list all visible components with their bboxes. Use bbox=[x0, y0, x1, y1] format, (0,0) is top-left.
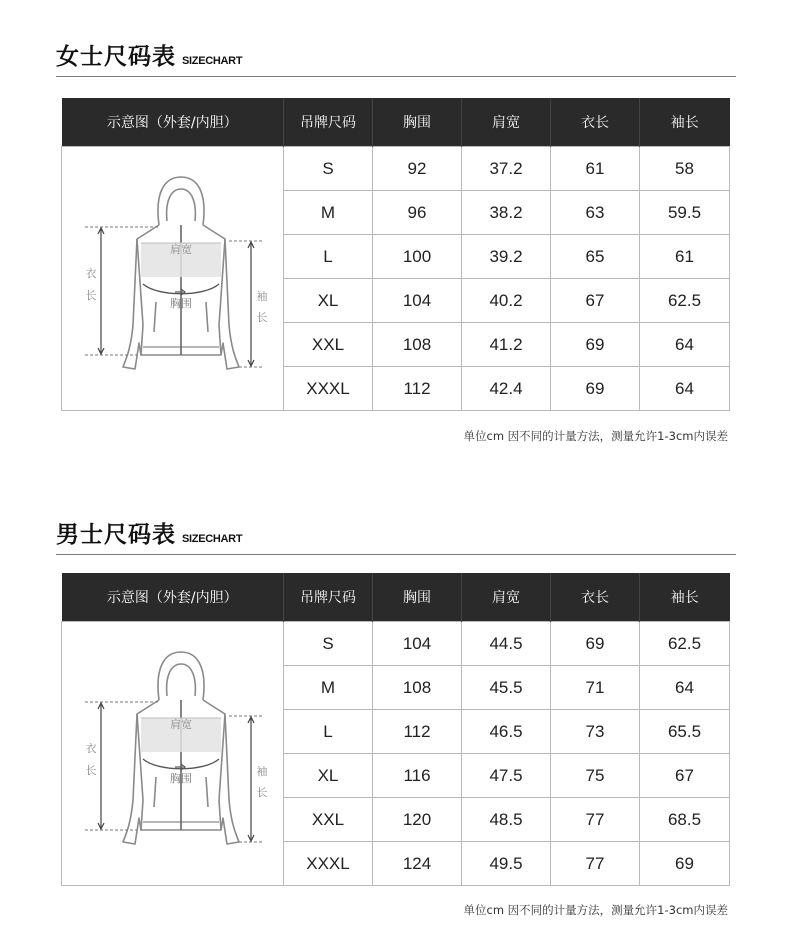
cell-length: 61 bbox=[551, 147, 640, 191]
women-title-cn: 女士尺码表 bbox=[56, 44, 176, 70]
men-title-en: SIZECHART bbox=[182, 533, 243, 545]
cell-sleeve: 61 bbox=[640, 235, 730, 279]
cell-size: XXXL bbox=[284, 367, 373, 411]
header-chest: 胸围 bbox=[373, 573, 462, 622]
table-header-row bbox=[62, 573, 730, 622]
cell-shoulder: 38.2 bbox=[462, 191, 551, 235]
cell-sleeve: 62.5 bbox=[640, 622, 730, 666]
cell-size: M bbox=[284, 191, 373, 235]
table-row bbox=[62, 147, 730, 191]
cell-sleeve: 64 bbox=[640, 666, 730, 710]
cell-chest: 108 bbox=[373, 666, 462, 710]
shoulder-label: 肩宽 bbox=[169, 718, 192, 731]
cell-shoulder: 44.5 bbox=[462, 622, 551, 666]
cell-size: XXL bbox=[284, 798, 373, 842]
cell-shoulder: 39.2 bbox=[462, 235, 551, 279]
cell-size: L bbox=[284, 710, 373, 754]
cell-size: XXXL bbox=[284, 842, 373, 886]
jacket-diagram-cell bbox=[62, 622, 284, 886]
chest-label: 胸围 bbox=[169, 297, 192, 310]
cell-length: 75 bbox=[551, 754, 640, 798]
women-divider bbox=[56, 76, 736, 77]
cell-shoulder: 47.5 bbox=[462, 754, 551, 798]
jacket-diagram bbox=[63, 147, 283, 405]
cell-size: XXL bbox=[284, 323, 373, 367]
cell-chest: 112 bbox=[373, 710, 462, 754]
sleeve-label-2: 长 bbox=[256, 786, 267, 799]
men-title bbox=[56, 516, 242, 556]
cell-chest: 112 bbox=[373, 367, 462, 411]
cell-size: L bbox=[284, 235, 373, 279]
cell-size: S bbox=[284, 622, 373, 666]
length-label-2: 长 bbox=[85, 289, 96, 302]
cell-length: 67 bbox=[551, 279, 640, 323]
header-diagram: 示意图（外套/内胆） bbox=[62, 573, 284, 622]
cell-length: 69 bbox=[551, 622, 640, 666]
cell-sleeve: 69 bbox=[640, 842, 730, 886]
jacket-diagram bbox=[63, 622, 283, 880]
cell-sleeve: 64 bbox=[640, 323, 730, 367]
men-size-table bbox=[61, 573, 730, 886]
cell-chest: 104 bbox=[373, 279, 462, 323]
right-pocket bbox=[206, 777, 208, 807]
cell-size: XL bbox=[284, 754, 373, 798]
hood-inner bbox=[166, 189, 195, 221]
cell-length: 69 bbox=[551, 367, 640, 411]
hood-outline bbox=[157, 652, 203, 700]
header-length: 衣长 bbox=[551, 573, 640, 622]
cell-length: 63 bbox=[551, 191, 640, 235]
header-size: 吊牌尺码 bbox=[284, 98, 373, 147]
cell-size: XL bbox=[284, 279, 373, 323]
men-divider bbox=[56, 554, 736, 555]
sleeve-label-1: 袖 bbox=[256, 765, 267, 778]
header-chest: 胸围 bbox=[373, 98, 462, 147]
cell-length: 73 bbox=[551, 710, 640, 754]
cell-chest: 96 bbox=[373, 191, 462, 235]
cell-sleeve: 64 bbox=[640, 367, 730, 411]
cell-length: 69 bbox=[551, 323, 640, 367]
table-header-row bbox=[62, 98, 730, 147]
length-label-2: 长 bbox=[85, 764, 96, 777]
cell-size: S bbox=[284, 147, 373, 191]
cell-chest: 100 bbox=[373, 235, 462, 279]
women-title bbox=[56, 38, 242, 78]
table-row bbox=[62, 622, 730, 666]
header-diagram: 示意图（外套/内胆） bbox=[62, 98, 284, 147]
women-measure-note: 单位cm 因不同的计量方法，测量允许1-3cm内误差 bbox=[463, 429, 728, 443]
cell-shoulder: 45.5 bbox=[462, 666, 551, 710]
cell-length: 77 bbox=[551, 842, 640, 886]
header-shoulder: 肩宽 bbox=[462, 573, 551, 622]
cell-shoulder: 37.2 bbox=[462, 147, 551, 191]
cell-shoulder: 42.4 bbox=[462, 367, 551, 411]
header-sleeve: 袖长 bbox=[640, 98, 730, 147]
cell-sleeve: 67 bbox=[640, 754, 730, 798]
cell-sleeve: 68.5 bbox=[640, 798, 730, 842]
sleeve-label-2: 长 bbox=[256, 311, 267, 324]
shoulder-label: 肩宽 bbox=[169, 243, 192, 256]
header-shoulder: 肩宽 bbox=[462, 98, 551, 147]
length-label-1: 衣 bbox=[85, 742, 96, 755]
header-sleeve: 袖长 bbox=[640, 573, 730, 622]
cell-size: M bbox=[284, 666, 373, 710]
cell-length: 77 bbox=[551, 798, 640, 842]
women-title-en: SIZECHART bbox=[182, 55, 243, 67]
cell-chest: 104 bbox=[373, 622, 462, 666]
header-size: 吊牌尺码 bbox=[284, 573, 373, 622]
cell-shoulder: 46.5 bbox=[462, 710, 551, 754]
cell-chest: 116 bbox=[373, 754, 462, 798]
length-label-1: 衣 bbox=[85, 267, 96, 280]
cell-sleeve: 65.5 bbox=[640, 710, 730, 754]
left-pocket bbox=[154, 302, 156, 332]
cell-shoulder: 48.5 bbox=[462, 798, 551, 842]
hood-inner bbox=[166, 664, 195, 696]
cell-chest: 120 bbox=[373, 798, 462, 842]
cell-chest: 124 bbox=[373, 842, 462, 886]
cell-length: 71 bbox=[551, 666, 640, 710]
chest-label: 胸围 bbox=[169, 772, 192, 785]
cell-shoulder: 41.2 bbox=[462, 323, 551, 367]
cell-sleeve: 59.5 bbox=[640, 191, 730, 235]
cell-chest: 92 bbox=[373, 147, 462, 191]
cell-shoulder: 49.5 bbox=[462, 842, 551, 886]
cell-shoulder: 40.2 bbox=[462, 279, 551, 323]
left-pocket bbox=[154, 777, 156, 807]
men-measure-note: 单位cm 因不同的计量方法，测量允许1-3cm内误差 bbox=[463, 903, 728, 917]
hood-outline bbox=[157, 177, 203, 225]
men-title-cn: 男士尺码表 bbox=[56, 522, 176, 548]
cell-sleeve: 62.5 bbox=[640, 279, 730, 323]
right-pocket bbox=[206, 302, 208, 332]
cell-sleeve: 58 bbox=[640, 147, 730, 191]
sleeve-label-1: 袖 bbox=[256, 290, 267, 303]
cell-chest: 108 bbox=[373, 323, 462, 367]
header-length: 衣长 bbox=[551, 98, 640, 147]
jacket-diagram-cell bbox=[62, 147, 284, 411]
cell-length: 65 bbox=[551, 235, 640, 279]
women-size-table bbox=[61, 98, 730, 411]
